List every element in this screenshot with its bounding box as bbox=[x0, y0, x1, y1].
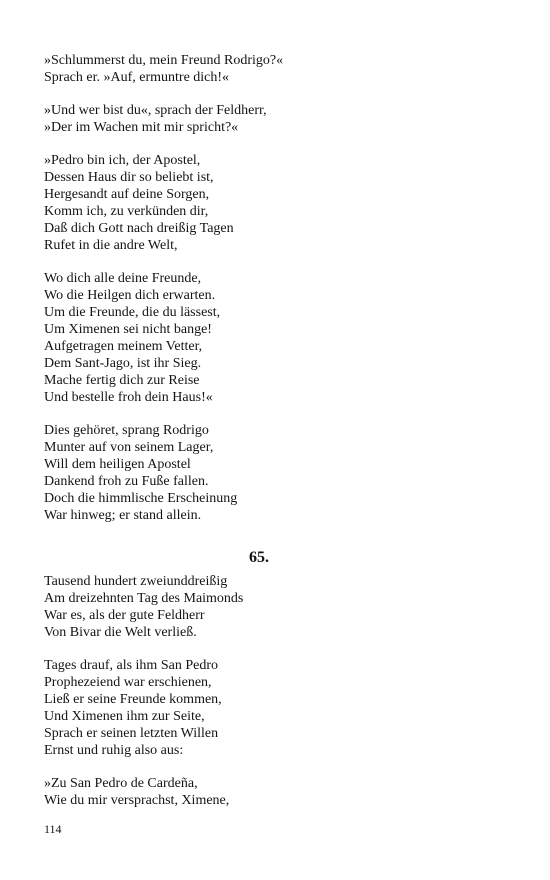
verse-line: Ließ er seine Freunde kommen, bbox=[44, 692, 222, 707]
stanza bbox=[44, 657, 474, 759]
verse-line: Sprach er. »Auf, ermuntre dich!« bbox=[44, 70, 230, 85]
verse-line: Prophezeiend war erschienen, bbox=[44, 675, 212, 690]
verse-line: Rufet in die andre Welt, bbox=[44, 238, 178, 253]
verse-line: Wo die Heilgen dich erwarten. bbox=[44, 288, 216, 303]
page-number: 114 bbox=[44, 822, 62, 836]
verse-line: Von Bivar die Welt verließ. bbox=[44, 625, 197, 640]
verse-line: Aufgetragen meinem Vetter, bbox=[44, 339, 203, 354]
stanza bbox=[44, 270, 474, 406]
verse-line: Wo dich alle deine Freunde, bbox=[44, 271, 202, 286]
verse-line: Wie du mir versprachst, Ximene, bbox=[44, 793, 230, 808]
verse-line: »Und wer bist du«, sprach der Feldherr, bbox=[44, 103, 267, 118]
verse-line: Um die Freunde, die du lässest, bbox=[44, 305, 221, 320]
stanza bbox=[44, 152, 474, 254]
verse-line: Dies gehöret, sprang Rodrigo bbox=[44, 423, 209, 438]
verse-line: Will dem heiligen Apostel bbox=[44, 457, 191, 472]
verse-line: Tausend hundert zweiunddreißig bbox=[44, 574, 228, 589]
verse-line: Dem Sant-Jago, ist ihr Sieg. bbox=[44, 356, 202, 371]
verse-line: Und Ximenen ihm zur Seite, bbox=[44, 709, 205, 724]
verse-line: »Pedro bin ich, der Apostel, bbox=[44, 153, 201, 168]
verse-line: Sprach er seinen letzten Willen bbox=[44, 726, 219, 741]
stanza bbox=[44, 573, 474, 641]
verse-line: Daß dich Gott nach dreißig Tagen bbox=[44, 221, 234, 236]
verse-line: Am dreizehnten Tag des Maimonds bbox=[44, 591, 244, 606]
verse-line: »Der im Wachen mit mir spricht?« bbox=[44, 120, 239, 135]
verse-line: War hinweg; er stand allein. bbox=[44, 508, 202, 523]
stanza bbox=[44, 775, 474, 809]
verse-line: Dankend froh zu Fuße fallen. bbox=[44, 474, 209, 489]
verse-line: Um Ximenen sei nicht bange! bbox=[44, 322, 212, 337]
verse-line: Ernst und ruhig also aus: bbox=[44, 743, 184, 758]
verse-line: Munter auf von seinem Lager, bbox=[44, 440, 214, 455]
stanza bbox=[44, 422, 474, 524]
verse-line: Doch die himmlische Erscheinung bbox=[44, 491, 238, 506]
verse-line: »Zu San Pedro de Cardeña, bbox=[44, 776, 198, 791]
verse-line: Mache fertig dich zur Reise bbox=[44, 373, 200, 388]
stanza bbox=[44, 102, 474, 136]
page-body bbox=[44, 52, 474, 825]
stanza bbox=[44, 52, 474, 86]
verse-line: Tages drauf, als ihm San Pedro bbox=[44, 658, 218, 673]
verse-line: Dessen Haus dir so beliebt ist, bbox=[44, 170, 214, 185]
verse-line: Hergesandt auf deine Sorgen, bbox=[44, 187, 210, 202]
verse-line: War es, als der gute Feldherr bbox=[44, 608, 205, 623]
verse-line: »Schlummerst du, mein Freund Rodrigo?« bbox=[44, 53, 284, 68]
verse-line: Komm ich, zu verkünden dir, bbox=[44, 204, 209, 219]
verse-line: Und bestelle froh dein Haus!« bbox=[44, 390, 213, 405]
chapter-number: 65. bbox=[249, 549, 269, 566]
